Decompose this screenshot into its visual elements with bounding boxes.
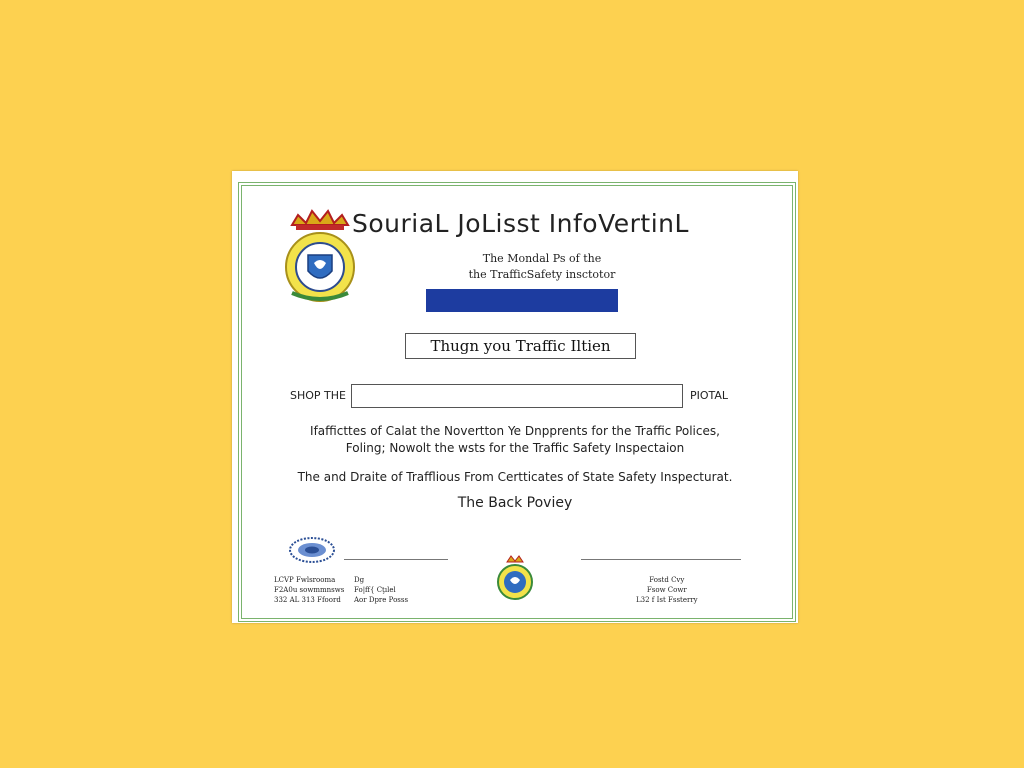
footer-left2-line-2: Fo|ff{ Cţılel — [354, 586, 396, 594]
body-line-1: Ifafficttes of Calat the Novertton Ye Dnpprents for the Traffic Polices, — [310, 424, 720, 438]
small-crest-icon — [495, 554, 535, 604]
certificate-subtitle — [372, 251, 712, 283]
body-line-3: The and Draite of Trafflious From Certticates of State Safety Inspecturat. — [297, 470, 733, 484]
footer-left-line-3: 332 AL 313 Ffoord — [274, 596, 341, 604]
footer-left-line-1: LCVP Fwlsrooma — [274, 576, 336, 584]
subtitle-line-1: The Mondal Ps of the — [482, 252, 602, 265]
footer-left-block — [274, 575, 344, 605]
body-line-2: Foling; Nowolt the wsts for the Traffic Safety Inspectaion — [345, 441, 685, 455]
crest-emblem-icon — [278, 205, 362, 305]
pio-label: PIOTAL — [690, 389, 729, 402]
footer-left2-block — [354, 575, 408, 605]
footer-left2-line-3: Aor Dpre Posss — [354, 596, 409, 604]
blank-name-field — [351, 384, 683, 408]
signature-line-right — [581, 559, 741, 560]
recipient-name-box: Thugn you Traffic Iltien — [405, 333, 636, 359]
blue-banner — [426, 289, 618, 312]
body-paragraph — [272, 423, 758, 457]
signature-line-left — [344, 559, 448, 560]
certificate-sheet — [232, 171, 798, 623]
closing-text: The Back Poviey — [457, 495, 573, 511]
footer-right-line-2: Fsow Cowr — [646, 586, 687, 594]
subtitle-line-2: the TrafficSafety insctotor — [468, 268, 616, 281]
shop-label: SHOP THE — [290, 389, 346, 402]
certificate-title: SouriaL JoLisst InfoVertinL — [352, 209, 689, 238]
round-seal-icon — [288, 535, 336, 565]
footer-left2-line-1: Dg — [354, 576, 365, 584]
footer-right-block — [636, 575, 698, 605]
footer-right-line-1: Fostd Cvy — [649, 576, 685, 584]
footer-right-line-3: L32 f Ist Fssterry — [636, 596, 698, 604]
footer-left-line-2: F2A0u sowmmnsws — [274, 586, 345, 594]
